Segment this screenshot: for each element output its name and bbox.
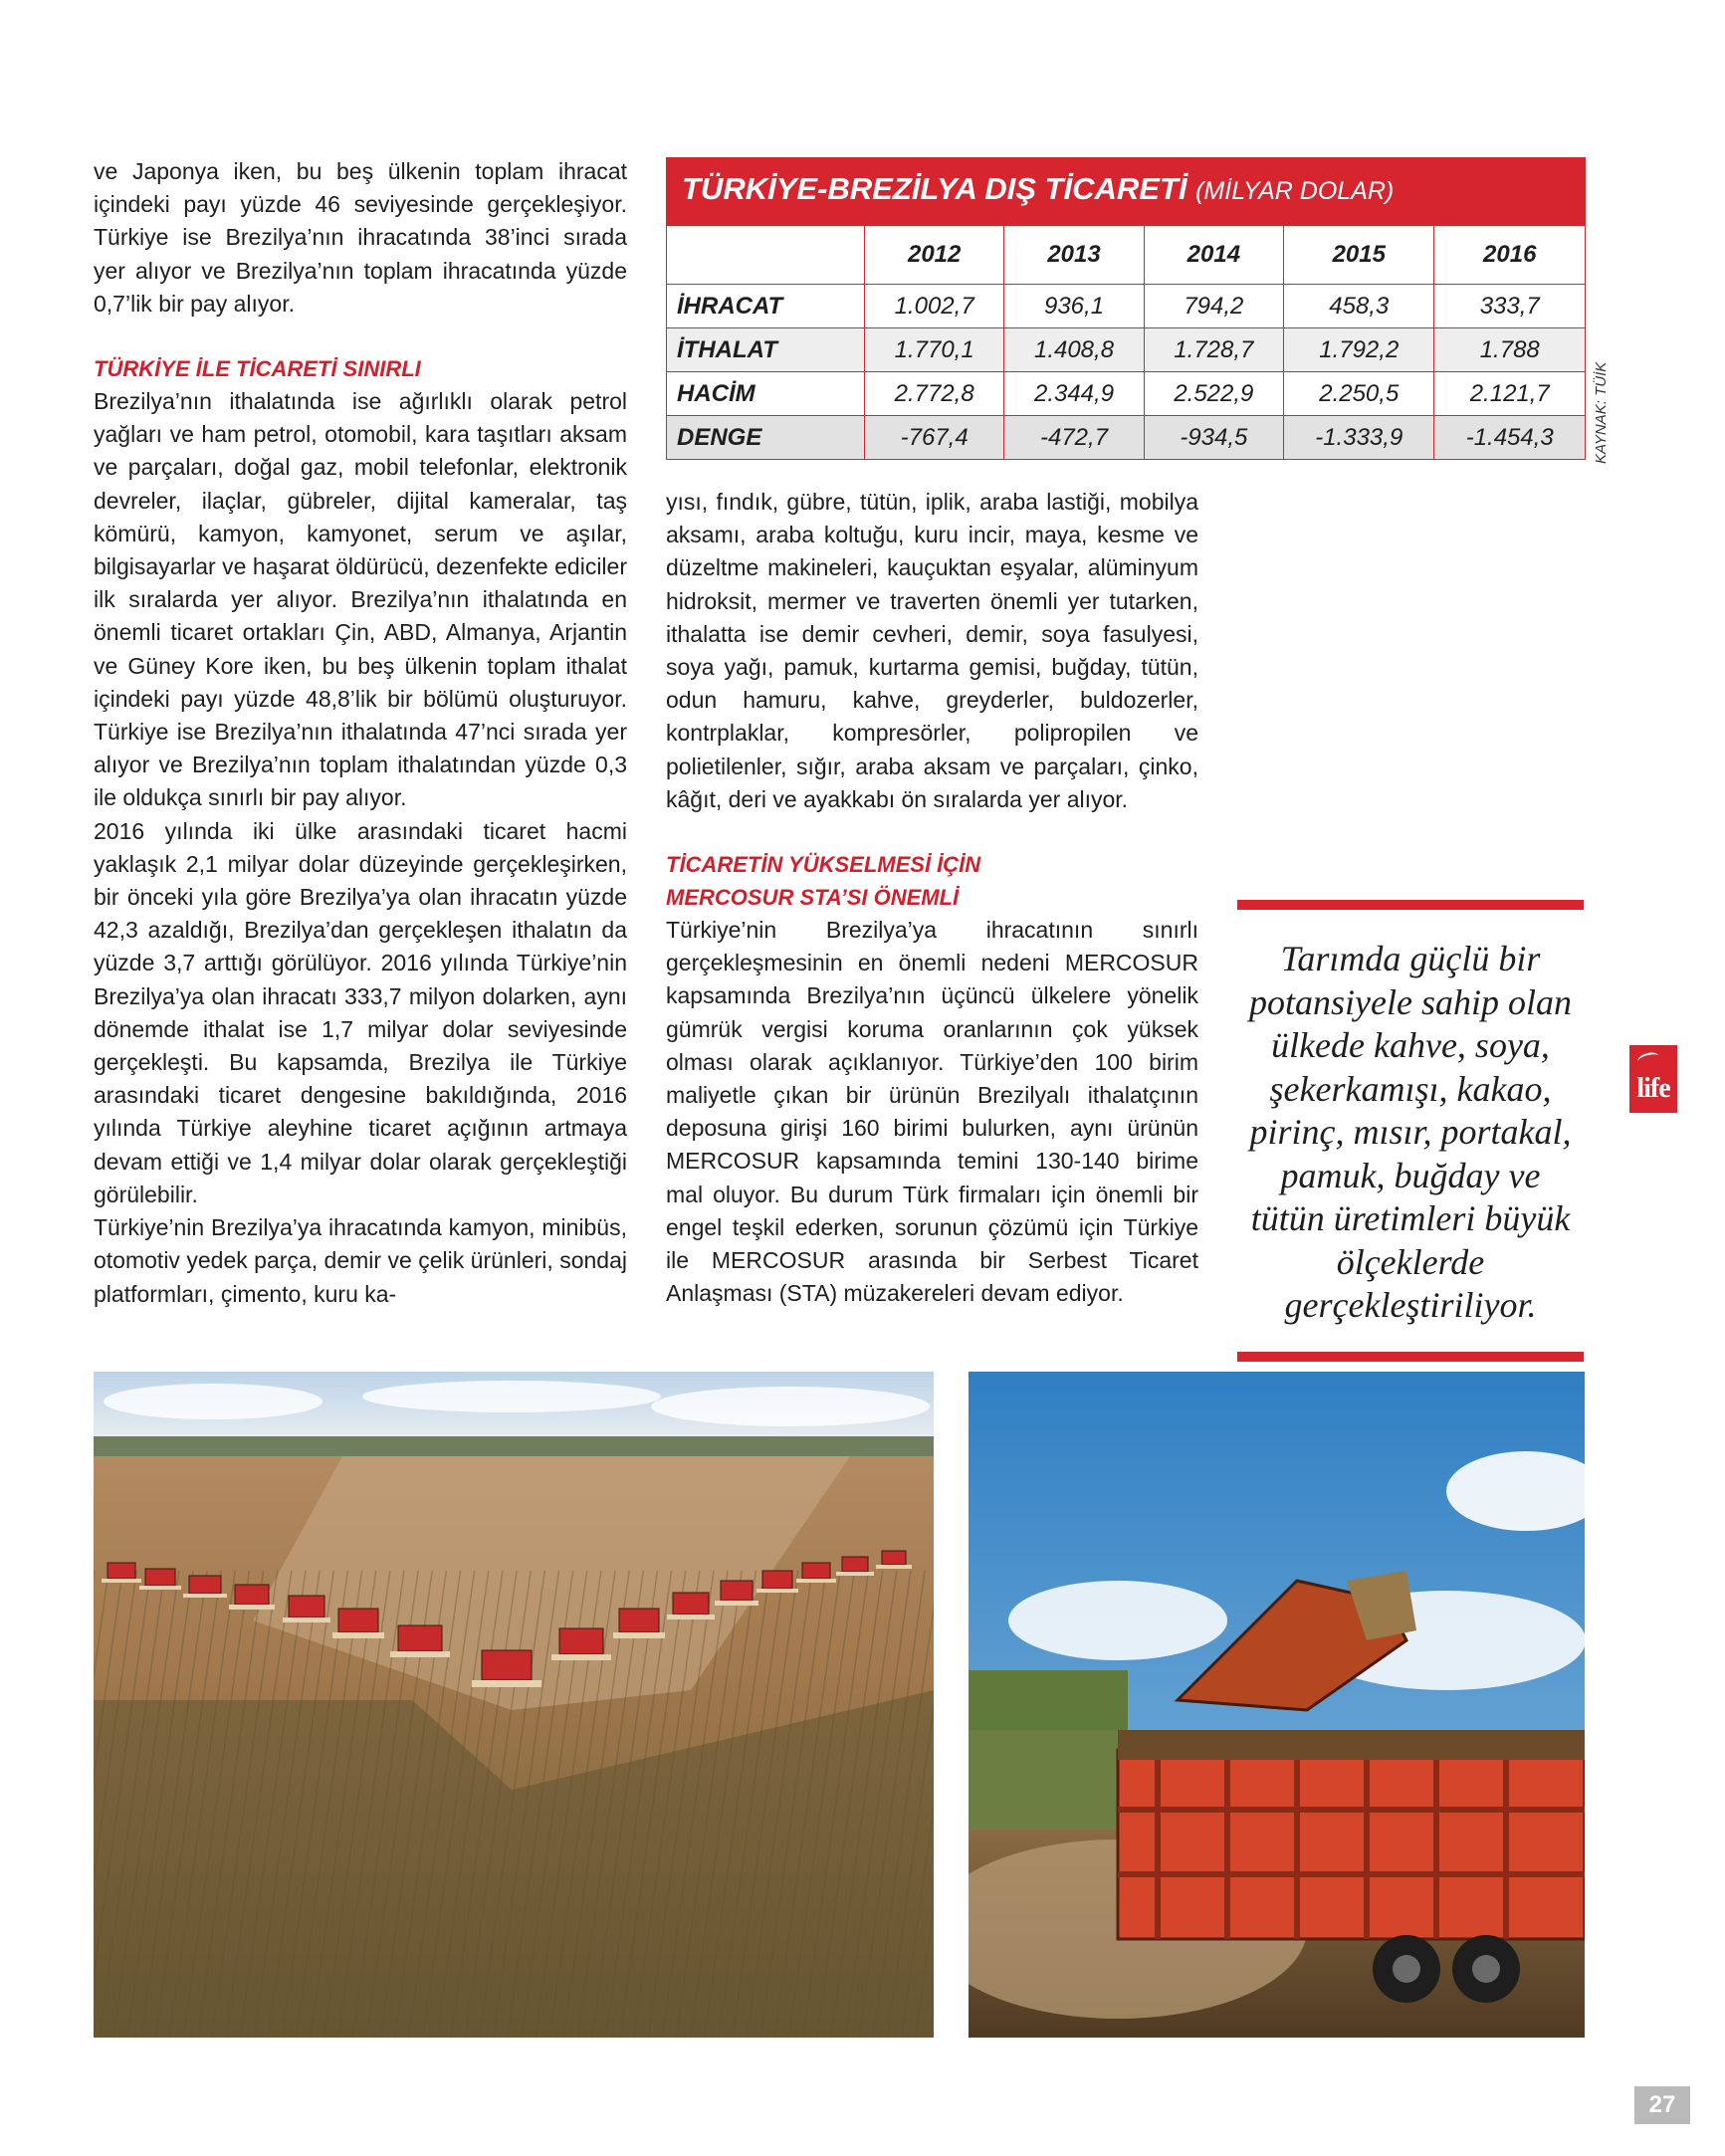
left-paragraph-2: Brezilya’nın ithalatında ise ağırlıklı olarak petrol yağları ve ham petrol, otomobil, kara taşıtları aksam ve parçaları, doğal gaz, mobil telefonlar, elektronik devreler, ilaçlar, gübreler, dijital kameralar, taş kömürü, kamyon, kamyonet, serum ve aşılar, bilgisayarlar ve haşarat öldürücü, dezenfekte ediciler ilk sıralarda yer alıyor. Brezilya’nın ithalatında en önemli ticaret ortakları Çin, ABD, Almanya, Arjantin ve Güney Kore iken, bu beş ülkenin toplam ithalat içindeki payı yüzde 48,8’lik bir bölümü oluşturuyor. Türkiye ise Brezilya’nın ithalatında 47’nci sırada yer alıyor ve Brezilya’nın toplam ithalatından yüzde 0,3 ile oldukça sınırlı bir pay alıyor.	[94, 388, 627, 811]
table-row	[667, 328, 1586, 372]
table-cell: -767,4	[865, 416, 1004, 460]
subheading-mercosur	[666, 848, 1198, 914]
year-header: 2016	[1434, 226, 1586, 285]
row-label: İTHALAT	[667, 328, 865, 372]
table-cell: -472,7	[1004, 416, 1144, 460]
harvesters-image	[94, 1372, 934, 2038]
subheading-mercosur-line1: TİCARETİN YÜKSELMESİ İÇİN	[666, 852, 981, 878]
year-header: 2013	[1004, 226, 1144, 285]
table-cell: 936,1	[1004, 285, 1144, 328]
table-cell: 1.728,7	[1144, 328, 1283, 372]
table-cell: 2.522,9	[1144, 372, 1283, 416]
table-cell: 2.250,5	[1284, 372, 1434, 416]
left-text-column	[94, 155, 627, 1311]
page-number: 27	[1634, 2086, 1690, 2124]
trade-table-box	[666, 157, 1586, 460]
left-paragraph-3: 2016 yılında iki ülke arasındaki ticaret hacmi yaklaşık 2,1 milyar dolar düzeyinde gerçekleşirken, bir önceki yıla göre Brezilya’ya olan ihracatın yüzde 42,3 azaldığı, Brezilya’dan gerçekleşen ithalatın da yüzde 3,7 arttığı görülüyor. 2016 yılında Türkiye’nin Brezilya’ya olan ihracatı 333,7 milyon dolarken, aynı dönemde ithalat ise 1,7 milyar dolar seviyesinde gerçekleşti. Bu kapsamda, Brezilya ile Türkiye arasındaki ticaret dengesine bakıldığında, 2016 yılında Türkiye aleyhine ticaret açığının artmaya devam ettiği ve 1,4 milyar dolar olarak gerçekleştiği görülebilir.	[94, 817, 627, 1207]
table-header-row	[667, 226, 1586, 285]
table-cell: 2.121,7	[1434, 372, 1586, 416]
table-row	[667, 372, 1586, 416]
row-label: İHRACAT	[667, 285, 865, 328]
swoosh-icon	[1636, 1050, 1660, 1067]
trade-table	[666, 225, 1586, 460]
middle-text-column	[666, 486, 1198, 1310]
table-cell: 1.792,2	[1284, 328, 1434, 372]
sugarcane-image	[969, 1372, 1585, 2038]
trade-table-header	[666, 157, 1586, 225]
table-corner-cell	[667, 226, 865, 285]
table-cell: 1.408,8	[1004, 328, 1144, 372]
pull-quote-text: Tarımda güçlü bir potansiyele sahip olan ülkede kahve, soya, şekerkamışı, kakao, pirinç, mısır, portakal, pamuk, buğday ve tütün üretimleri büyük ölçeklerde gerçekleştiriliyor.	[1249, 939, 1572, 1325]
brand-tab	[1629, 1045, 1677, 1113]
brand-logo: life	[1636, 1073, 1670, 1104]
trade-table-unit: (MİLYAR DOLAR)	[1195, 177, 1395, 205]
year-header: 2014	[1144, 226, 1283, 285]
table-cell: -1.333,9	[1284, 416, 1434, 460]
table-cell: 1.002,7	[865, 285, 1004, 328]
middle-paragraph-1: yısı, fındık, gübre, tütün, iplik, araba lastiği, mobilya aksamı, araba koltuğu, kuru incir, maya, kesme ve düzeltme makineleri, kauçuktan eşyalar, alüminyum hidroksit, mermer ve traverten önemli yer tutarken, ithalatta ise demir cevheri, demir, soya fasulyesi, soya yağı, pamuk, kurtarma gemisi, buğday, tütün, odun hamuru, kahve, greyderler, buldozerler, kontrplaklar, kompresörler, polipropilen ve polietilenler, sığır, araba aksam ve parçaları, çinko, kâğıt, deri ve ayakkabı ön sıralarda yer alıyor.	[666, 489, 1198, 812]
middle-paragraph-2: Türkiye’nin Brezilya’ya ihracatının sınırlı gerçekleşmesinin en önemli nedeni MERCOSUR kapsamında Brezilya’nın üçüncü ülkelere yönelik gümrük vergisi koruma oranlarının çok yüksek olması olarak açıklanıyor. Türkiye’den 100 birim maliyetle çıkan bir ürünün Brezilyalı ithalatçının deposuna girişi 160 birimi bulurken, aynı ürünün MERCOSUR kapsamında temini 130-140 birime mal oluyor. Bu durum Türk firmaları için önemli bir engel teşkil ederken, sorunun çözümü için Türkiye ile MERCOSUR arasında bir Serbest Ticaret Anlaşması (STA) müzakereleri devam ediyor.	[666, 917, 1198, 1307]
subheading-trade-limited: TÜRKİYE İLE TİCARETİ SINIRLI	[94, 356, 421, 382]
quote-bottom-rule	[1237, 1352, 1584, 1362]
table-cell: 794,2	[1144, 285, 1283, 328]
table-source-note: KAYNAK: TÜİK	[1593, 361, 1610, 464]
left-paragraph-4: Türkiye’nin Brezilya’ya ihracatında kamyon, minibüs, otomotiv yedek parça, demir ve çelik ürünleri, sondaj platformları, çimento, kuru ka-	[94, 1214, 627, 1307]
table-row	[667, 416, 1586, 460]
table-cell: -1.454,3	[1434, 416, 1586, 460]
harvesters-photo	[94, 1372, 934, 2038]
table-cell: -934,5	[1144, 416, 1283, 460]
subheading-mercosur-line2: MERCOSUR STA’SI ÖNEMLİ	[666, 885, 960, 911]
table-row	[667, 285, 1586, 328]
sugarcane-harvest-photo	[969, 1372, 1585, 2038]
quote-top-rule	[1237, 900, 1584, 910]
table-cell: 2.772,8	[865, 372, 1004, 416]
row-label: DENGE	[667, 416, 865, 460]
table-cell: 458,3	[1284, 285, 1434, 328]
table-cell: 1.770,1	[865, 328, 1004, 372]
table-cell: 1.788	[1434, 328, 1586, 372]
table-cell: 2.344,9	[1004, 372, 1144, 416]
trade-table-title: TÜRKİYE-BREZİLYA DIŞ TİCARETİ	[682, 171, 1187, 206]
row-label: HACİM	[667, 372, 865, 416]
table-cell: 333,7	[1434, 285, 1586, 328]
year-header: 2015	[1284, 226, 1434, 285]
year-header: 2012	[865, 226, 1004, 285]
left-paragraph-1: ve Japonya iken, bu beş ülkenin toplam ihracat içindeki payı yüzde 46 seviyesinde gerçekleşiyor. Türkiye ise Brezilya’nın ihracatında 38’inci sırada yer alıyor ve Brezilya’nın toplam ihracatında yüzde 0,7’lik bir pay alıyor.	[94, 158, 627, 317]
pull-quote	[1237, 900, 1584, 1362]
